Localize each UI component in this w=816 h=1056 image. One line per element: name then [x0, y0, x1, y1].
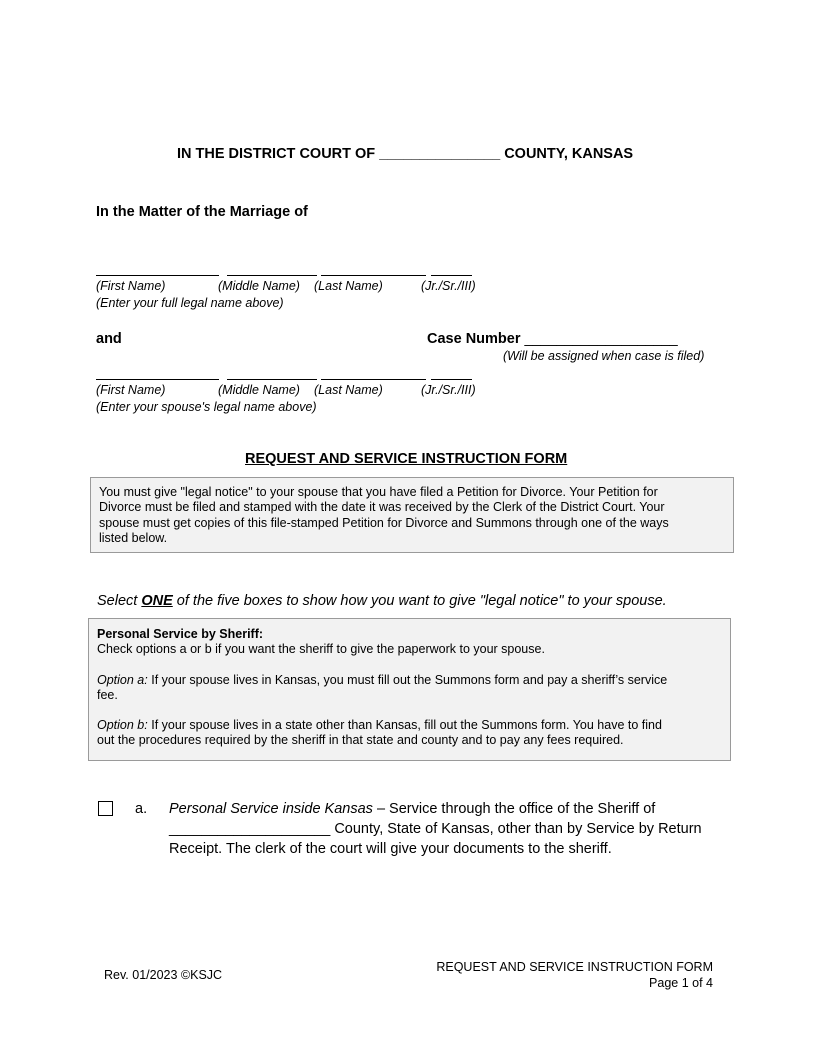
notice-line: You must give "legal notice" to your spouse that you have filed a Petition for Divorce. Your Petition for — [99, 485, 658, 499]
option-a-checkbox[interactable] — [98, 801, 113, 816]
party1-suffix-line[interactable] — [431, 275, 472, 276]
option-a-line1-text: – Service through the office of the Sheriff of — [376, 801, 656, 817]
case-number-note: (Will be assigned when case is filed) — [503, 349, 705, 363]
party1-suffix-label: (Jr./Sr./III) — [421, 279, 476, 293]
court-heading-prefix: IN THE DISTRICT COURT OF — [177, 146, 376, 162]
notice-line: spouse must get copies of this file-stamped Petition for Divorce and Summons through one of the ways — [99, 515, 669, 530]
party2-last-name-line[interactable] — [321, 379, 426, 380]
option-a-letter: a. — [135, 801, 148, 817]
form-title: REQUEST AND SERVICE INSTRUCTION FORM — [245, 451, 568, 467]
select-suffix: of the five boxes to show how you want to give "legal notice" to your spouse. — [176, 593, 667, 609]
option-a-line1 — [169, 801, 655, 817]
party1-last-name-line[interactable] — [321, 275, 426, 276]
case-number — [427, 331, 678, 347]
party2-last-name-label: (Last Name) — [314, 383, 383, 397]
party1-last-name-label: (Last Name) — [314, 279, 383, 293]
select-emphasis: ONE — [141, 593, 173, 609]
party2-instruction: (Enter your spouse's legal name above) — [96, 400, 317, 414]
option-a-line3: Receipt. The clerk of the court will give your documents to the sheriff. — [169, 841, 612, 857]
court-heading — [177, 146, 633, 162]
case-number-label: Case Number — [427, 331, 521, 347]
sheriff-option-b-label: Option b: — [97, 718, 148, 733]
party2-first-name-line[interactable] — [96, 379, 219, 380]
footer-form-name: REQUEST AND SERVICE INSTRUCTION FORM — [436, 960, 713, 974]
sheriff-option-a-label: Option a: — [97, 672, 148, 687]
party2-first-name-label: (First Name) — [96, 383, 166, 397]
party1-first-name-line[interactable] — [96, 275, 219, 276]
select-prefix: Select — [97, 593, 138, 609]
party1-middle-name-label: (Middle Name) — [218, 279, 300, 293]
case-number-blank[interactable]: ___________________ — [524, 331, 678, 347]
sheriff-service-box — [88, 618, 731, 761]
party2-suffix-label: (Jr./Sr./III) — [421, 383, 476, 397]
notice-line: listed below. — [99, 530, 168, 545]
sheriff-heading: Personal Service by Sheriff: — [97, 627, 264, 641]
sheriff-option-a-text: If your spouse lives in Kansas, you must fill out the Summons form and pay a sheriff’s service — [151, 672, 668, 687]
notice-line: Divorce must be filed and stamped with the date it was received by the Clerk of the District Court. Your — [99, 500, 665, 515]
sheriff-option-b — [97, 718, 722, 733]
court-heading-suffix: COUNTY, KANSAS — [504, 146, 634, 162]
party1-middle-name-line[interactable] — [227, 275, 317, 276]
and-label: and — [96, 331, 122, 347]
party2-suffix-line[interactable] — [431, 379, 472, 380]
party2-middle-name-label: (Middle Name) — [218, 383, 300, 397]
option-a-county-blank[interactable]: ____________________ — [169, 821, 331, 837]
sheriff-intro: Check options a or b if you want the sheriff to give the paperwork to your spouse. — [97, 642, 545, 657]
option-a-line2 — [169, 821, 702, 837]
option-a-title: Personal Service inside Kansas — [169, 801, 373, 817]
sheriff-option-a-continued: fee. — [97, 687, 118, 702]
party2-middle-name-line[interactable] — [227, 379, 317, 380]
county-blank[interactable]: _______________ — [379, 146, 501, 162]
party1-instruction: (Enter your full legal name above) — [96, 296, 284, 310]
footer-revision: Rev. 01/2023 ©KSJC — [104, 968, 223, 982]
notice-box — [90, 477, 734, 553]
sheriff-option-b-text: If your spouse lives in a state other than Kansas, fill out the Summons form. You have to find — [151, 718, 662, 733]
matter-title: In the Matter of the Marriage of — [96, 204, 308, 220]
option-a-line2-text: County, State of Kansas, other than by Service by Return — [334, 821, 702, 837]
sheriff-option-b-continued: out the procedures required by the sheriff in that state and county and to pay any fees required. — [97, 733, 624, 748]
select-instruction — [97, 593, 667, 609]
footer-page-number: Page 1 of 4 — [649, 976, 713, 990]
party1-first-name-label: (First Name) — [96, 279, 166, 293]
sheriff-option-a — [97, 673, 722, 688]
